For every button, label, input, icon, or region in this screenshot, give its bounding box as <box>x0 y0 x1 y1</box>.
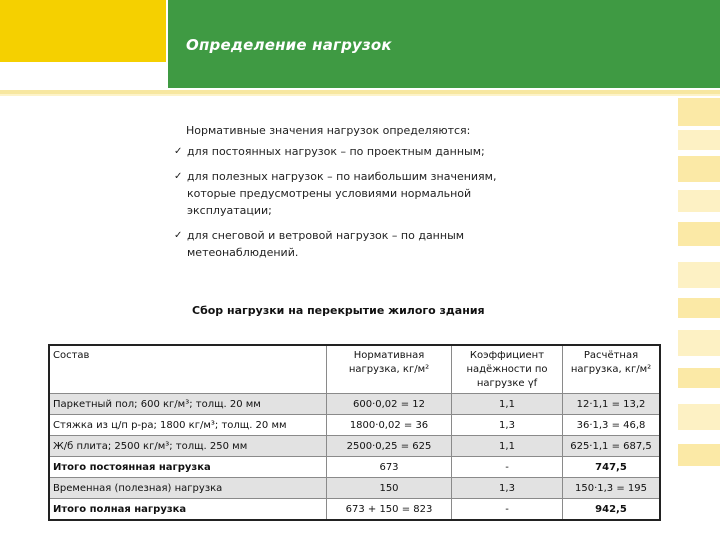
cell-reliability-factor: 1,1 <box>452 394 563 415</box>
side-decor-9 <box>678 368 720 388</box>
yellow-accent-block <box>0 0 166 62</box>
side-decor-3 <box>678 156 720 182</box>
side-decor-7 <box>678 298 720 318</box>
cell-normative-load: 1800·0,02 = 36 <box>327 415 452 436</box>
intro-text: Нормативные значения нагрузок определяются: <box>186 124 471 137</box>
cell-normative-load: 600·0,02 = 12 <box>327 394 452 415</box>
cell-normative-load: 2500·0,25 = 625 <box>327 436 452 457</box>
side-decor-10 <box>678 404 720 430</box>
table-row-total-permanent <box>49 457 660 478</box>
loads-table <box>48 344 661 521</box>
cell-reliability-factor: - <box>452 499 563 521</box>
divider-stripe-light <box>0 94 720 96</box>
slide-title: Определение нагрузок <box>186 36 392 54</box>
bullet-item <box>174 143 514 160</box>
cell-normative-load: 150 <box>327 478 452 499</box>
side-decor-8 <box>678 330 720 356</box>
side-decor-6 <box>678 262 720 288</box>
check-icon: ✓ <box>174 146 183 157</box>
cell-reliability-factor: 1,3 <box>452 478 563 499</box>
header-composition: Состав <box>49 345 327 394</box>
cell-normative-load: 673 + 150 = 823 <box>327 499 452 521</box>
cell-reliability-factor: - <box>452 457 563 478</box>
cell-composition: Стяжка из ц/п р-ра; 1800 кг/м³; толщ. 20 мм <box>49 415 327 436</box>
side-decor-4 <box>678 190 720 212</box>
cell-composition: Временная (полезная) нагрузка <box>49 478 327 499</box>
bullet-text: для постоянных нагрузок – по проектным данным; <box>187 145 485 158</box>
cell-design-load: 12·1,1 = 13,2 <box>563 394 661 415</box>
content-block <box>174 122 514 269</box>
cell-normative-load: 673 <box>327 457 452 478</box>
header-design-load: Расчётная нагрузка, кг/м² <box>563 345 661 394</box>
side-decor-2 <box>678 130 720 150</box>
cell-design-load: 36·1,3 = 46,8 <box>563 415 661 436</box>
side-decor-11 <box>678 444 720 466</box>
table-title: Сбор нагрузки на перекрытие жилого здания <box>192 304 485 317</box>
cell-reliability-factor: 1,3 <box>452 415 563 436</box>
cell-reliability-factor: 1,1 <box>452 436 563 457</box>
bullet-text: для полезных нагрузок – по наибольшим значениям, которые предусмотрены условиями нормальной эксплуатации; <box>187 170 497 217</box>
bullet-text: для снеговой и ветровой нагрузок – по данным метеонаблюдений. <box>187 229 465 259</box>
table-row <box>49 478 660 499</box>
cell-composition: Итого постоянная нагрузка <box>49 457 327 478</box>
cell-composition: Паркетный пол; 600 кг/м³; толщ. 20 мм <box>49 394 327 415</box>
cell-composition: Ж/б плита; 2500 кг/м³; толщ. 250 мм <box>49 436 327 457</box>
check-icon: ✓ <box>174 171 183 182</box>
header-reliability-factor: Коэффициент надёжности по нагрузке γf <box>452 345 563 394</box>
cell-design-load: 942,5 <box>563 499 661 521</box>
table-row <box>49 415 660 436</box>
cell-design-load: 625·1,1 = 687,5 <box>563 436 661 457</box>
table-row <box>49 436 660 457</box>
bullet-item <box>174 168 514 219</box>
cell-design-load: 747,5 <box>563 457 661 478</box>
check-icon: ✓ <box>174 230 183 241</box>
side-decor-5 <box>678 222 720 246</box>
table-row <box>49 394 660 415</box>
table-header-row <box>49 345 660 394</box>
cell-design-load: 150·1,3 = 195 <box>563 478 661 499</box>
bullet-item <box>174 227 514 261</box>
table-row-total-full <box>49 499 660 521</box>
side-decor-1 <box>678 98 720 126</box>
header-normative-load: Нормативная нагрузка, кг/м² <box>327 345 452 394</box>
cell-composition: Итого полная нагрузка <box>49 499 327 521</box>
